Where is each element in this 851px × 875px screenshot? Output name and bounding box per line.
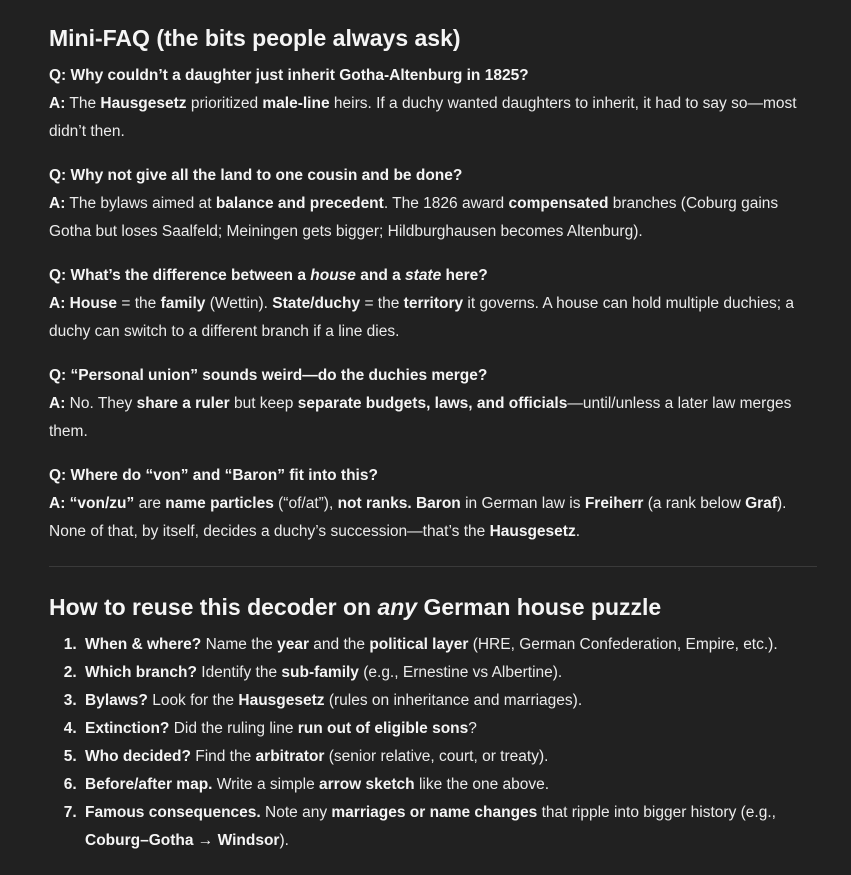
faq-item	[49, 62, 817, 146]
text-run: Name the	[201, 636, 278, 653]
text-run: A:	[49, 395, 66, 412]
text-run: (“of/at”),	[273, 495, 338, 512]
faq-question: Q: Why couldn’t a daughter just inherit Gotha-Altenburg in 1825?	[49, 67, 529, 84]
faq-item	[49, 162, 817, 246]
text-run: that ripple into bigger history (e.g.,	[537, 804, 776, 821]
text-run: ). None of that, by itself, decides a duchy’s succession—that’s the	[49, 495, 787, 540]
guide-steps-list	[49, 631, 817, 855]
text-run: political layer	[369, 636, 469, 653]
text-run: Hausgesetz	[100, 95, 187, 112]
faq-answer	[49, 190, 817, 246]
faq-question: Q: Where do “von” and “Baron” fit into this?	[49, 467, 378, 484]
guide-step	[81, 631, 817, 659]
text-run: Hausgesetz	[489, 523, 576, 540]
guide-step	[81, 743, 817, 771]
guide-step	[81, 659, 817, 687]
text-run: family	[160, 295, 206, 312]
text-run: (a rank below	[643, 495, 746, 512]
text-run: A:	[49, 95, 66, 112]
guide-heading	[49, 589, 817, 625]
text-run: = the	[117, 295, 161, 312]
faq-item	[49, 362, 817, 446]
text-run: (e.g., Ernestine vs Albertine).	[358, 664, 563, 681]
faq-answer	[49, 490, 817, 546]
text-run: but keep	[229, 395, 298, 412]
faq-question	[49, 262, 817, 290]
text-run: (senior relative, court, or treaty).	[324, 748, 549, 765]
text-run: run out of eligible sons	[297, 720, 469, 737]
text-run: Look for the	[147, 692, 239, 709]
text-run: like the one above.	[414, 776, 550, 793]
text-run: Who decided?	[85, 748, 191, 765]
text-run: year	[277, 636, 309, 653]
text-run: . The 1826 award	[383, 195, 509, 212]
text-run: = the	[360, 295, 404, 312]
text-run: Q: What’s the difference between a	[49, 267, 311, 284]
text-run: sub-family	[281, 664, 359, 681]
faq-list	[49, 62, 817, 546]
text-run: and a	[355, 267, 406, 284]
text-run: Note any	[260, 804, 332, 821]
text-run: House	[69, 295, 118, 312]
text-run: A:	[49, 195, 66, 212]
faq-answer	[49, 290, 817, 346]
text-run: Before/after map.	[85, 776, 213, 793]
text-run: Famous consequences.	[85, 804, 261, 821]
text-run: (HRE, German Confederation, Empire, etc.).	[468, 636, 778, 653]
text-run: A:	[49, 295, 66, 312]
text-run: Did the ruling line	[169, 720, 298, 737]
text-run: Graf	[745, 495, 777, 512]
guide-step	[81, 771, 817, 799]
text-run: No. They	[65, 395, 137, 412]
text-run: —until/unless a later law merges them.	[49, 395, 792, 440]
text-run: state	[405, 267, 442, 284]
text-run: separate budgets, laws, and officials	[297, 395, 568, 412]
text-run: (rules on inheritance and marriages).	[324, 692, 583, 709]
text-run: it governs. A house can hold multiple duchies; a duchy can switch to a different branch if a line dies.	[49, 295, 794, 340]
text-run: branches (Coburg gains Gotha but loses Saalfeld; Meiningen gets bigger; Hildburghausen becomes Altenburg).	[49, 195, 779, 240]
text-run: house	[310, 267, 356, 284]
text-run: The	[65, 95, 101, 112]
text-run: arrow sketch	[319, 776, 415, 793]
text-run: here?	[441, 267, 488, 284]
text-run: How to reuse this decoder on	[49, 594, 378, 620]
text-run: compensated	[508, 195, 609, 212]
text-run: Freiherr	[584, 495, 644, 512]
text-run: “von/zu”	[69, 495, 135, 512]
faq-answer	[49, 390, 817, 446]
text-run: in German law is	[460, 495, 585, 512]
text-run: The bylaws aimed at	[65, 195, 216, 212]
faq-question: Q: Why not give all the land to one cousin and be done?	[49, 167, 463, 184]
faq-question: Q: “Personal union” sounds weird—do the duchies merge?	[49, 367, 488, 384]
text-run: German house puzzle	[417, 594, 662, 620]
faq-item	[49, 462, 817, 546]
text-run: territory	[403, 295, 464, 312]
guide-step	[81, 799, 817, 855]
faq-item	[49, 262, 817, 346]
text-run: are	[134, 495, 166, 512]
guide-step	[81, 687, 817, 715]
guide-step	[81, 715, 817, 743]
text-run: marriages or name changes	[331, 804, 538, 821]
text-run: and the	[308, 636, 370, 653]
text-run: balance and precedent	[215, 195, 384, 212]
text-run: not ranks.	[337, 495, 412, 512]
text-run: When & where?	[85, 636, 202, 653]
text-run: Bylaws?	[85, 692, 148, 709]
text-run: (Wettin).	[205, 295, 273, 312]
section-divider	[49, 566, 817, 567]
faq-heading: Mini-FAQ (the bits people always ask)	[49, 25, 461, 51]
text-run: arbitrator	[255, 748, 325, 765]
text-run: A:	[49, 495, 66, 512]
text-run: Find the	[190, 748, 256, 765]
text-run: Extinction?	[85, 720, 170, 737]
text-run: prioritized	[186, 95, 263, 112]
text-run: Coburg–Gotha → Windsor	[85, 832, 280, 849]
text-run: name particles	[165, 495, 274, 512]
text-run: Baron	[415, 495, 461, 512]
faq-answer	[49, 90, 817, 146]
text-run: share a ruler	[136, 395, 230, 412]
text-run: ?	[468, 720, 477, 737]
text-run: Hausgesetz	[238, 692, 325, 709]
text-run: heirs. If a duchy wanted daughters to inherit, it had to say so—most didn’t then.	[49, 95, 797, 140]
text-run: Write a simple	[212, 776, 320, 793]
text-run: .	[575, 523, 581, 540]
text-run: Which branch?	[85, 664, 197, 681]
text-run: any	[377, 594, 418, 620]
text-run: Identify the	[196, 664, 282, 681]
text-run: ).	[279, 832, 289, 849]
text-run: State/duchy	[272, 295, 361, 312]
text-run: male-line	[262, 95, 330, 112]
